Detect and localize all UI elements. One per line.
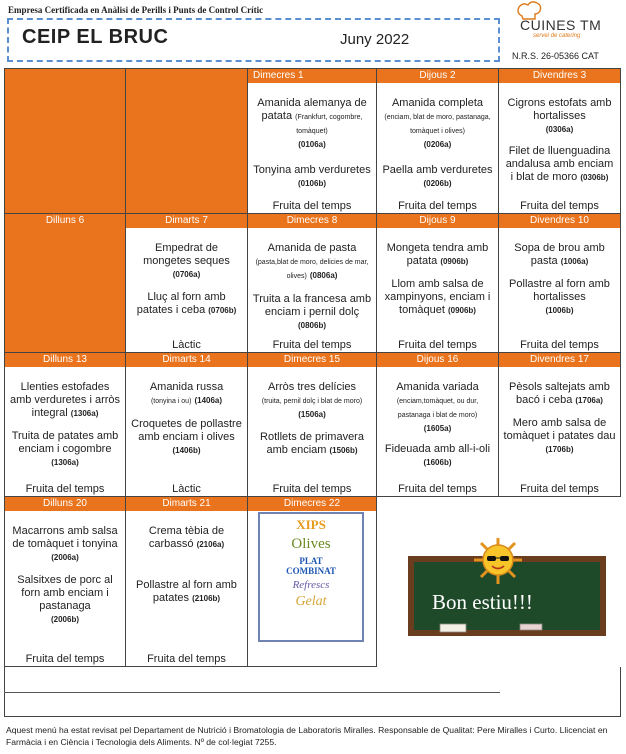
menu-month: Juny 2022	[340, 31, 410, 48]
day-header: Dijous 16	[377, 353, 498, 367]
first-course: Amanida de pasta (pasta,blat de moro, delicies de mar, olives) (0806a)	[255, 242, 369, 280]
first-course: Empedrat de mongetes seques (0706a)	[143, 242, 230, 279]
dessert: Fruita del temps	[272, 483, 352, 495]
dessert: Fruita del temps	[520, 483, 599, 495]
olives-item: Olives	[291, 536, 331, 552]
second-course: Fideuada amb all-i-oli (1606b)	[384, 443, 491, 467]
day-header: Dimarts 14	[126, 353, 247, 367]
day-cell-tue-14	[125, 352, 248, 497]
day-header: Dimarts 21	[126, 497, 247, 511]
first-course: Pèsols saltejats amb bacó i ceba (1706a)	[509, 381, 610, 406]
dessert: Fruita del temps	[398, 339, 477, 351]
dessert: Fruita del temps	[147, 653, 226, 665]
first-course: Arròs tres delícies (truita, pernil dolç i blat de moro) (1506a)	[261, 381, 363, 419]
day-cell-thu-2	[376, 68, 499, 214]
first-course: Sopa de brou amb pasta (1006a)	[514, 242, 605, 267]
day-cell-tue-7	[125, 213, 248, 353]
second-course: Pollastre al forn amb patates (2106b)	[136, 579, 237, 604]
day-cell-wed-1	[247, 68, 377, 214]
day-header: Dimecres 1	[248, 69, 376, 83]
day-header: Dimecres 22	[248, 497, 376, 511]
day-header: Dimecres 15	[248, 353, 376, 367]
day-cell-mon-20	[4, 496, 126, 667]
day-cell-mon-13	[4, 352, 126, 497]
first-course: Amanida completa (enciam, blat de moro, pastanaga, tomàquet i olives) (0206a)	[384, 97, 491, 149]
nutrition-review-footer: Aquest menú ha estat revisat pel Departament de Nutrició i Bromatologia de Laboratoris Miralles. Responsable de Qualitat: Pere Miralles i Curto. Llicenciat en Farmàcia i en Ciència i Tecnologia dels Aliments. Nº de col·legiat 7255.	[6, 725, 608, 747]
day-header: Divendres 17	[499, 353, 620, 367]
ice-cream-item: Gelat	[295, 594, 327, 609]
second-course: Truita de patates amb enciam i cogombre (1306a)	[11, 430, 119, 467]
second-course: Pollastre al forn amb hortalisses (1006b)	[509, 278, 610, 315]
first-course: Amanida alemanya de patata (Frankfurt, cogombre, tomàquet) (0106a)	[257, 97, 367, 149]
first-course: Macarrons amb salsa de tomàquet i tonyina (2006a)	[12, 525, 118, 562]
company-tagline: servei de catering	[533, 33, 581, 39]
second-course: Rotllets de primavera amb enciam (1506b)	[260, 431, 364, 456]
day-header: Dijous 2	[377, 69, 498, 83]
day-cell-fri-3	[498, 68, 621, 214]
empty-day-cell	[4, 68, 126, 214]
day-cell-wed-15	[247, 352, 377, 497]
day-cell-thu-16	[376, 352, 499, 497]
day-header: Dimarts 7	[126, 214, 247, 228]
certification-text: Empresa Certificada en Anàlisi de Perills i Punts de Control Crític	[8, 5, 264, 15]
second-course: Llom amb salsa de xampinyons, enciam i tomàquet (0906b)	[384, 278, 491, 316]
second-course: Truita a la francesa amb enciam i pernil dolç (0806b)	[252, 293, 372, 330]
chips-item: XIPS	[296, 517, 326, 532]
second-course: Paella amb verduretes (0206b)	[382, 164, 493, 188]
day-cell-mon-6	[4, 213, 126, 353]
dessert: Fruita del temps	[272, 200, 352, 212]
first-course: Amanida russa (tonyina i ou) (1406a)	[149, 381, 224, 405]
divider-line	[4, 692, 500, 693]
dessert: Fruita del temps	[520, 339, 599, 351]
soft-drinks-item: Refrescs	[292, 579, 330, 591]
day-cell-fri-10	[498, 213, 621, 353]
first-course: Mongeta tendra amb patata (0906b)	[386, 242, 489, 267]
dessert: Fruita del temps	[398, 200, 477, 212]
second-course: Croquetes de pollastre amb enciam i olives (1406b)	[131, 418, 242, 455]
dessert: Fruita del temps	[25, 483, 105, 495]
dessert: Fruita del temps	[398, 483, 477, 495]
first-course: Llenties estofades amb verduretes i arròs integral (1306a)	[9, 381, 121, 419]
dessert: Fruita del temps	[272, 339, 352, 351]
day-cell-wed-8	[247, 213, 377, 353]
first-course: Amanida variada (enciam,tomàquet, ou dur, pastanaga i blat de moro) (1605a)	[396, 381, 479, 433]
empty-day-cell	[125, 68, 248, 214]
end-of-year-party-menu	[258, 512, 364, 642]
first-course: Cigrons estofats amb hortalisses (0306a)	[507, 97, 612, 134]
first-course: Crema tèbia de carbassó (2106a)	[148, 525, 225, 550]
dessert: Fruita del temps	[520, 200, 599, 212]
registry-number: N.R.S. 26-05366 CAT	[512, 51, 599, 61]
dessert: Làctic	[172, 483, 201, 495]
second-course: Lluç al forn amb patates i ceba (0706b)	[136, 291, 237, 316]
second-course: Mero amb salsa de tomàquet i patates dau (1706b)	[503, 417, 616, 454]
combined-plate-item: PLAT COMBINAT	[286, 556, 336, 576]
second-course: Salsitxes de porc al forn amb enciam i pastanaga (2006b)	[17, 574, 113, 624]
day-header: Dimecres 8	[248, 214, 376, 228]
day-header: Dilluns 20	[5, 497, 125, 511]
company-name: CUINES TM	[520, 17, 602, 33]
bon-estiu-text: Bon estiu!!!	[432, 590, 533, 614]
day-header: Dilluns 6	[5, 214, 125, 228]
day-header: Divendres 3	[499, 69, 620, 83]
day-cell-fri-17	[498, 352, 621, 497]
school-name: CEIP EL BRUC	[22, 26, 169, 48]
second-course: Tonyina amb verduretes (0106b)	[253, 164, 371, 188]
second-course: Filet de lluenguadina andalusa amb enciam i blat de moro (0306b)	[505, 145, 614, 183]
day-header: Dijous 9	[377, 214, 498, 228]
dessert: Fruita del temps	[25, 653, 105, 665]
day-cell-thu-9	[376, 213, 499, 353]
day-header: Dilluns 13	[5, 353, 125, 367]
dessert: Làctic	[172, 339, 201, 351]
day-header: Divendres 10	[499, 214, 620, 228]
day-cell-tue-21	[125, 496, 248, 667]
